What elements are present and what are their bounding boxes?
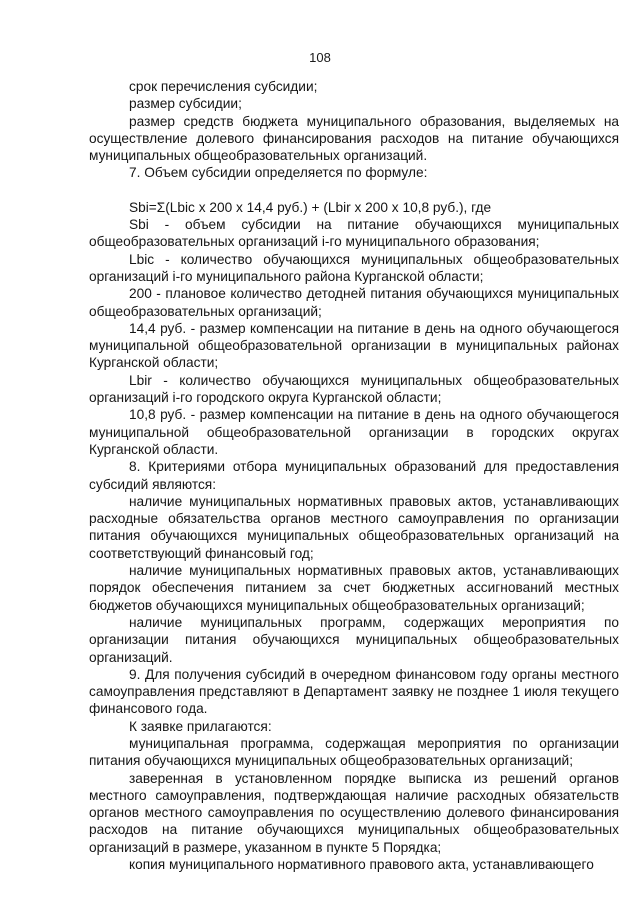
paragraph-def-10-8: 10,8 руб. - размер компенсации на питание в день на одного обучающегося муниципальной общеобразовательной организации в городских округах Курганской области. [89, 407, 619, 457]
paragraph-item-8-heading: 8. Критериями отбора муниципальных образований для предоставления субсидий являются: [89, 459, 619, 492]
paragraph-attachment-3: копия муниципального нормативного правового акта, устанавливающего [129, 857, 594, 873]
paragraph-criterion-2: наличие муниципальных нормативных правовых актов, устанавливающих порядок обеспечения питанием за счет бюджетных ассигнований местных бюджетов обучающихся муниципальных общеобразовательных организаций; [89, 563, 619, 613]
paragraph-def-sbi: Sbi - объем субсидии на питание обучающихся муниципальных общеобразовательных организаций i-го муниципального образования; [89, 217, 619, 250]
paragraph-transfer-deadline: срок перечисления субсидии; [129, 79, 318, 94]
paragraph-item-9: 9. Для получения субсидий в очередном финансовом году органы местного самоуправления представляют в Департамент заявку не позднее 1 июля текущего финансового года. [89, 666, 619, 717]
document-body [89, 78, 619, 873]
paragraph-def-200: 200 - плановое количество детодней питания обучающихся муниципальных общеобразовательных организаций; [89, 286, 619, 319]
paragraph-def-lbir: Lbir - количество обучающихся муниципальных общеобразовательных организаций i-го городского округа Курганской области; [89, 372, 619, 406]
paragraph-attachments-heading: К заявке прилагаются: [129, 718, 272, 734]
paragraph-def-lbic: Lbic - количество обучающихся муниципальных общеобразовательных организаций i-го муниципального района Курганской области; [89, 251, 619, 284]
paragraph-formula: Sbi=Σ(Lbic x 200 x 14,4 руб.) + (Lbir x 200 x 10,8 руб.), где [129, 199, 492, 215]
paragraph-attachment-1: муниципальная программа, содержащая мероприятия по организации питания обучающихся муниципальных общеобразовательных организаций; [89, 735, 619, 769]
paragraph-criterion-1: наличие муниципальных нормативных правовых актов, устанавливающих расходные обязательства органов местного самоуправления по организации питания обучающихся муниципальных общеобразовательных организаций на соответствующий финансовый год; [89, 493, 619, 561]
paragraph-item-7-heading: 7. Объем субсидии определяется по формуле: [129, 165, 428, 181]
paragraph-attachment-2: заверенная в установленном порядке выписка из решений органов местного самоуправления, подтверждающая наличие расходных обязательств органов местного самоуправления по осуществлению долевого финансирования расходов на питание обучающихся муниципальных общеобразовательных организаций в размере, указанном в пункте 5 Порядка; [89, 770, 619, 855]
paragraph-def-14-4: 14,4 руб. - размер компенсации на питание в день на одного обучающегося муниципальной общеобразовательной организации в муниципальных районах Курганской области; [89, 320, 619, 371]
page-number: 108 [309, 50, 331, 65]
paragraph-subsidy-size: размер субсидии; [129, 96, 242, 112]
paragraph-co-financing-amount: размер средств бюджета муниципального образования, выделяемых на осуществление долевого финансирования расходов на питание обучающихся муниципальных общеобразовательных организаций. [89, 113, 619, 164]
paragraph-criterion-3: наличие муниципальных программ, содержащих мероприятия по организации питания обучающихся муниципальных общеобразовательных организаций. [89, 614, 619, 665]
